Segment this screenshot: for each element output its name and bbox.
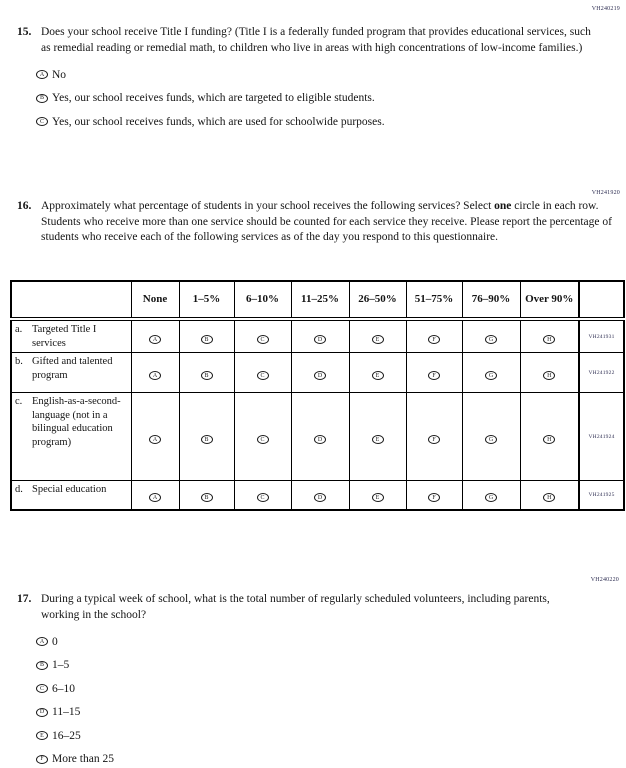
- question-17: [17, 592, 577, 768]
- answer-bubble-c[interactable]: [257, 493, 269, 502]
- answer-bubble-c[interactable]: [257, 435, 269, 444]
- answer-bubble-letter: E: [375, 494, 380, 501]
- row-label: Gifted and talented program: [32, 356, 113, 381]
- answer-option: [17, 67, 595, 82]
- answer-bubble-letter: H: [547, 436, 552, 443]
- answer-bubble-letter: H: [547, 336, 552, 343]
- answer-bubble-letter: G: [488, 494, 494, 501]
- answer-bubble-c[interactable]: [257, 335, 269, 344]
- question-16-text-a: Approximately what percentage of students in your school receives the following services? Select: [41, 200, 495, 212]
- answer-bubble-letter: D: [317, 436, 323, 443]
- bubble-cell: [349, 393, 406, 481]
- bubble-cell: [179, 353, 234, 393]
- answer-bubble-h[interactable]: [543, 435, 555, 444]
- answer-bubble-letter: A: [152, 336, 158, 343]
- answer-bubble-g[interactable]: [485, 493, 497, 502]
- question-15-head: [17, 25, 595, 56]
- question-16-code: VH241920: [591, 190, 620, 196]
- answer-bubble-letter: A: [152, 436, 158, 443]
- answer-bubble-a[interactable]: [149, 493, 161, 502]
- row-code-cell: VH241922: [579, 353, 624, 393]
- answer-bubble-a[interactable]: [149, 435, 161, 444]
- answer-bubble-b[interactable]: [201, 371, 213, 380]
- table-column-header: Over 90%: [520, 281, 579, 319]
- answer-bubble-letter: F: [432, 372, 436, 379]
- answer-bubble-letter: D: [317, 372, 323, 379]
- row-label-cell: [11, 319, 131, 353]
- answer-bubble-b[interactable]: [36, 661, 48, 670]
- row-label: English-as-a-second-language (not in a bilingual education program): [32, 396, 121, 448]
- answer-bubble-e[interactable]: [372, 435, 384, 444]
- answer-option: [17, 634, 577, 649]
- bubble-cell: [520, 319, 579, 353]
- question-15: [17, 25, 595, 138]
- answer-bubble-letter: F: [432, 436, 436, 443]
- row-label-cell: [11, 481, 131, 510]
- bubble-cell: [349, 319, 406, 353]
- answer-bubble-letter: A: [39, 638, 45, 645]
- bubble-cell: [349, 481, 406, 510]
- answer-bubble-a[interactable]: [36, 70, 48, 79]
- bubble-cell: [462, 319, 520, 353]
- answer-bubble-c[interactable]: [36, 684, 48, 693]
- answer-option: [17, 728, 577, 743]
- answer-option-label: Yes, our school receives funds, which are used for schoolwide purposes.: [52, 115, 385, 128]
- answer-option-label: No: [52, 68, 67, 81]
- question-15-text: Does your school receive Title I funding? (Title I is a federally funded program that provides educational services, such as remedial reading or remedial math, to children who live in areas with high concentrations of low-income families.): [41, 26, 591, 54]
- answer-bubble-letter: G: [488, 372, 494, 379]
- bubble-cell: [462, 353, 520, 393]
- answer-bubble-letter: D: [39, 709, 45, 715]
- table-header-row: [11, 281, 624, 319]
- answer-bubble-letter: C: [39, 685, 44, 692]
- answer-bubble-d[interactable]: [36, 708, 48, 717]
- bubble-cell: [291, 353, 349, 393]
- services-percentage-table: [10, 280, 625, 511]
- answer-option-label: 6–10: [52, 682, 75, 695]
- answer-bubble-letter: G: [488, 436, 494, 443]
- row-code-cell: VH241924: [579, 393, 624, 481]
- question-16-text-b: circle in each row. Students who receive more than one service should be counted for each service they receive. Please report the percentage of students who receive each of the following services as of the day you respond to this questionnaire.: [41, 200, 612, 243]
- answer-option-label: Yes, our school receives funds, which are targeted to eligible students.: [52, 92, 375, 104]
- table-row-a: [11, 319, 624, 353]
- table-column-header: 1–5%: [179, 281, 234, 319]
- answer-bubble-e[interactable]: [372, 371, 384, 380]
- answer-bubble-f[interactable]: [428, 493, 440, 502]
- row-code-cell: VH241925: [579, 481, 624, 510]
- answer-bubble-d[interactable]: [314, 335, 326, 344]
- row-label-cell: [11, 393, 131, 481]
- answer-bubble-h[interactable]: [543, 335, 555, 344]
- row-index: a.: [15, 324, 23, 335]
- answer-bubble-a[interactable]: [36, 637, 48, 646]
- bubble-cell: [462, 481, 520, 510]
- bubble-cell: [406, 481, 462, 510]
- question-17-number: 17.: [17, 593, 32, 605]
- answer-bubble-letter: F: [432, 494, 436, 501]
- table-header-empty-code-cell: [579, 281, 624, 319]
- answer-bubble-letter: B: [39, 662, 44, 668]
- bubble-cell: [234, 319, 291, 353]
- answer-option: [17, 658, 577, 673]
- bubble-cell: [291, 393, 349, 481]
- bubble-cell: [131, 393, 179, 481]
- answer-bubble-letter: C: [39, 118, 44, 125]
- table-column-header: 26–50%: [349, 281, 406, 319]
- answer-bubble-letter: E: [375, 336, 380, 343]
- bubble-cell: [234, 353, 291, 393]
- question-16-text: [41, 199, 623, 246]
- row-code-cell: VH241931: [579, 319, 624, 353]
- answer-bubble-a[interactable]: [149, 335, 161, 344]
- answer-bubble-letter: E: [40, 732, 44, 739]
- question-17-text: During a typical week of school, what is the total number of regularly scheduled volunteers, including parents, working in the school?: [41, 593, 550, 621]
- answer-bubble-f[interactable]: [428, 371, 440, 380]
- question-15-options: [17, 67, 595, 129]
- answer-bubble-g[interactable]: [485, 435, 497, 444]
- answer-option-label: 16–25: [52, 729, 81, 742]
- table-row-c: [11, 393, 624, 481]
- bubble-cell: [291, 319, 349, 353]
- question-17-head: [17, 592, 577, 623]
- row-label-cell: [11, 353, 131, 393]
- answer-bubble-b[interactable]: [201, 335, 213, 344]
- question-16-head: [17, 199, 623, 246]
- table-header-empty-label-cell: [11, 281, 131, 319]
- bubble-cell: [179, 393, 234, 481]
- answer-bubble-d[interactable]: [314, 371, 326, 380]
- answer-bubble-c[interactable]: [257, 371, 269, 380]
- answer-bubble-f[interactable]: [428, 335, 440, 344]
- answer-option: [17, 681, 577, 696]
- bubble-cell: [520, 481, 579, 510]
- answer-bubble-letter: B: [204, 336, 209, 343]
- answer-bubble-d[interactable]: [314, 493, 326, 502]
- row-label: Targeted Title I services: [32, 324, 97, 349]
- bubble-cell: [179, 481, 234, 510]
- question-15-number: 15.: [17, 26, 32, 38]
- answer-bubble-letter: E: [375, 436, 380, 443]
- answer-bubble-b[interactable]: [201, 435, 213, 444]
- bubble-cell: [131, 481, 179, 510]
- answer-option-label: More than 25: [52, 753, 114, 765]
- answer-bubble-letter: B: [204, 372, 209, 379]
- answer-bubble-letter: A: [152, 372, 158, 379]
- answer-option: [17, 114, 595, 129]
- answer-option: [17, 752, 577, 767]
- table-column-header: 76–90%: [462, 281, 520, 319]
- answer-bubble-a[interactable]: [149, 371, 161, 380]
- answer-bubble-b[interactable]: [201, 493, 213, 502]
- answer-bubble-letter: F: [432, 336, 436, 343]
- answer-bubble-letter: F: [40, 756, 44, 762]
- answer-bubble-letter: D: [317, 336, 323, 343]
- answer-bubble-letter: C: [260, 372, 265, 379]
- answer-bubble-e[interactable]: [372, 493, 384, 502]
- answer-bubble-c[interactable]: [36, 117, 48, 126]
- answer-bubble-letter: C: [260, 494, 265, 501]
- question-16-bold-word: one: [494, 200, 512, 212]
- table-row-b: [11, 353, 624, 393]
- bubble-cell: [462, 393, 520, 481]
- answer-bubble-letter: H: [547, 494, 552, 501]
- answer-bubble-letter: B: [204, 436, 209, 443]
- question-17-code: VH240220: [590, 577, 619, 583]
- bubble-cell: [291, 481, 349, 510]
- bubble-cell: [406, 393, 462, 481]
- table-row-d: [11, 481, 624, 510]
- answer-bubble-letter: C: [260, 336, 265, 343]
- answer-bubble-f[interactable]: [428, 435, 440, 444]
- bubble-cell: [406, 353, 462, 393]
- answer-bubble-letter: H: [547, 372, 552, 379]
- row-index: c.: [15, 396, 23, 407]
- answer-bubble-e[interactable]: [36, 731, 48, 740]
- answer-bubble-letter: A: [39, 71, 45, 78]
- row-label: Special education: [32, 484, 107, 495]
- bubble-cell: [520, 353, 579, 393]
- answer-bubble-letter: C: [260, 436, 265, 443]
- table-column-header: 51–75%: [406, 281, 462, 319]
- answer-bubble-letter: D: [317, 494, 323, 501]
- answer-bubble-h[interactable]: [543, 493, 555, 502]
- row-index: b.: [15, 356, 23, 367]
- answer-bubble-letter: B: [39, 95, 44, 101]
- answer-bubble-letter: A: [152, 494, 158, 501]
- table-column-header: 11–25%: [291, 281, 349, 319]
- row-index: d.: [15, 484, 23, 495]
- answer-option-label: 11–15: [52, 706, 81, 718]
- bubble-cell: [179, 319, 234, 353]
- answer-option-label: 1–5: [52, 659, 70, 671]
- bubble-cell: [131, 319, 179, 353]
- bubble-cell: [520, 393, 579, 481]
- answer-option: [17, 705, 577, 720]
- question-16-number: 16.: [17, 200, 32, 212]
- bubble-cell: [406, 319, 462, 353]
- answer-bubble-e[interactable]: [372, 335, 384, 344]
- answer-bubble-h[interactable]: [543, 371, 555, 380]
- answer-bubble-letter: E: [375, 372, 380, 379]
- answer-option-label: 0: [52, 635, 58, 648]
- answer-bubble-g[interactable]: [485, 335, 497, 344]
- answer-bubble-g[interactable]: [485, 371, 497, 380]
- bubble-cell: [131, 353, 179, 393]
- answer-option: [17, 91, 595, 106]
- answer-bubble-b[interactable]: [36, 94, 48, 103]
- bubble-cell: [349, 353, 406, 393]
- question-17-options: [17, 634, 577, 767]
- answer-bubble-d[interactable]: [314, 435, 326, 444]
- answer-bubble-letter: G: [488, 336, 494, 343]
- question-16: [17, 199, 623, 246]
- table-column-header: None: [131, 281, 179, 319]
- bubble-cell: [234, 481, 291, 510]
- table-column-header: 6–10%: [234, 281, 291, 319]
- answer-bubble-f[interactable]: [36, 755, 48, 764]
- answer-bubble-letter: B: [204, 494, 209, 501]
- question-15-code: VH240219: [591, 6, 620, 12]
- bubble-cell: [234, 393, 291, 481]
